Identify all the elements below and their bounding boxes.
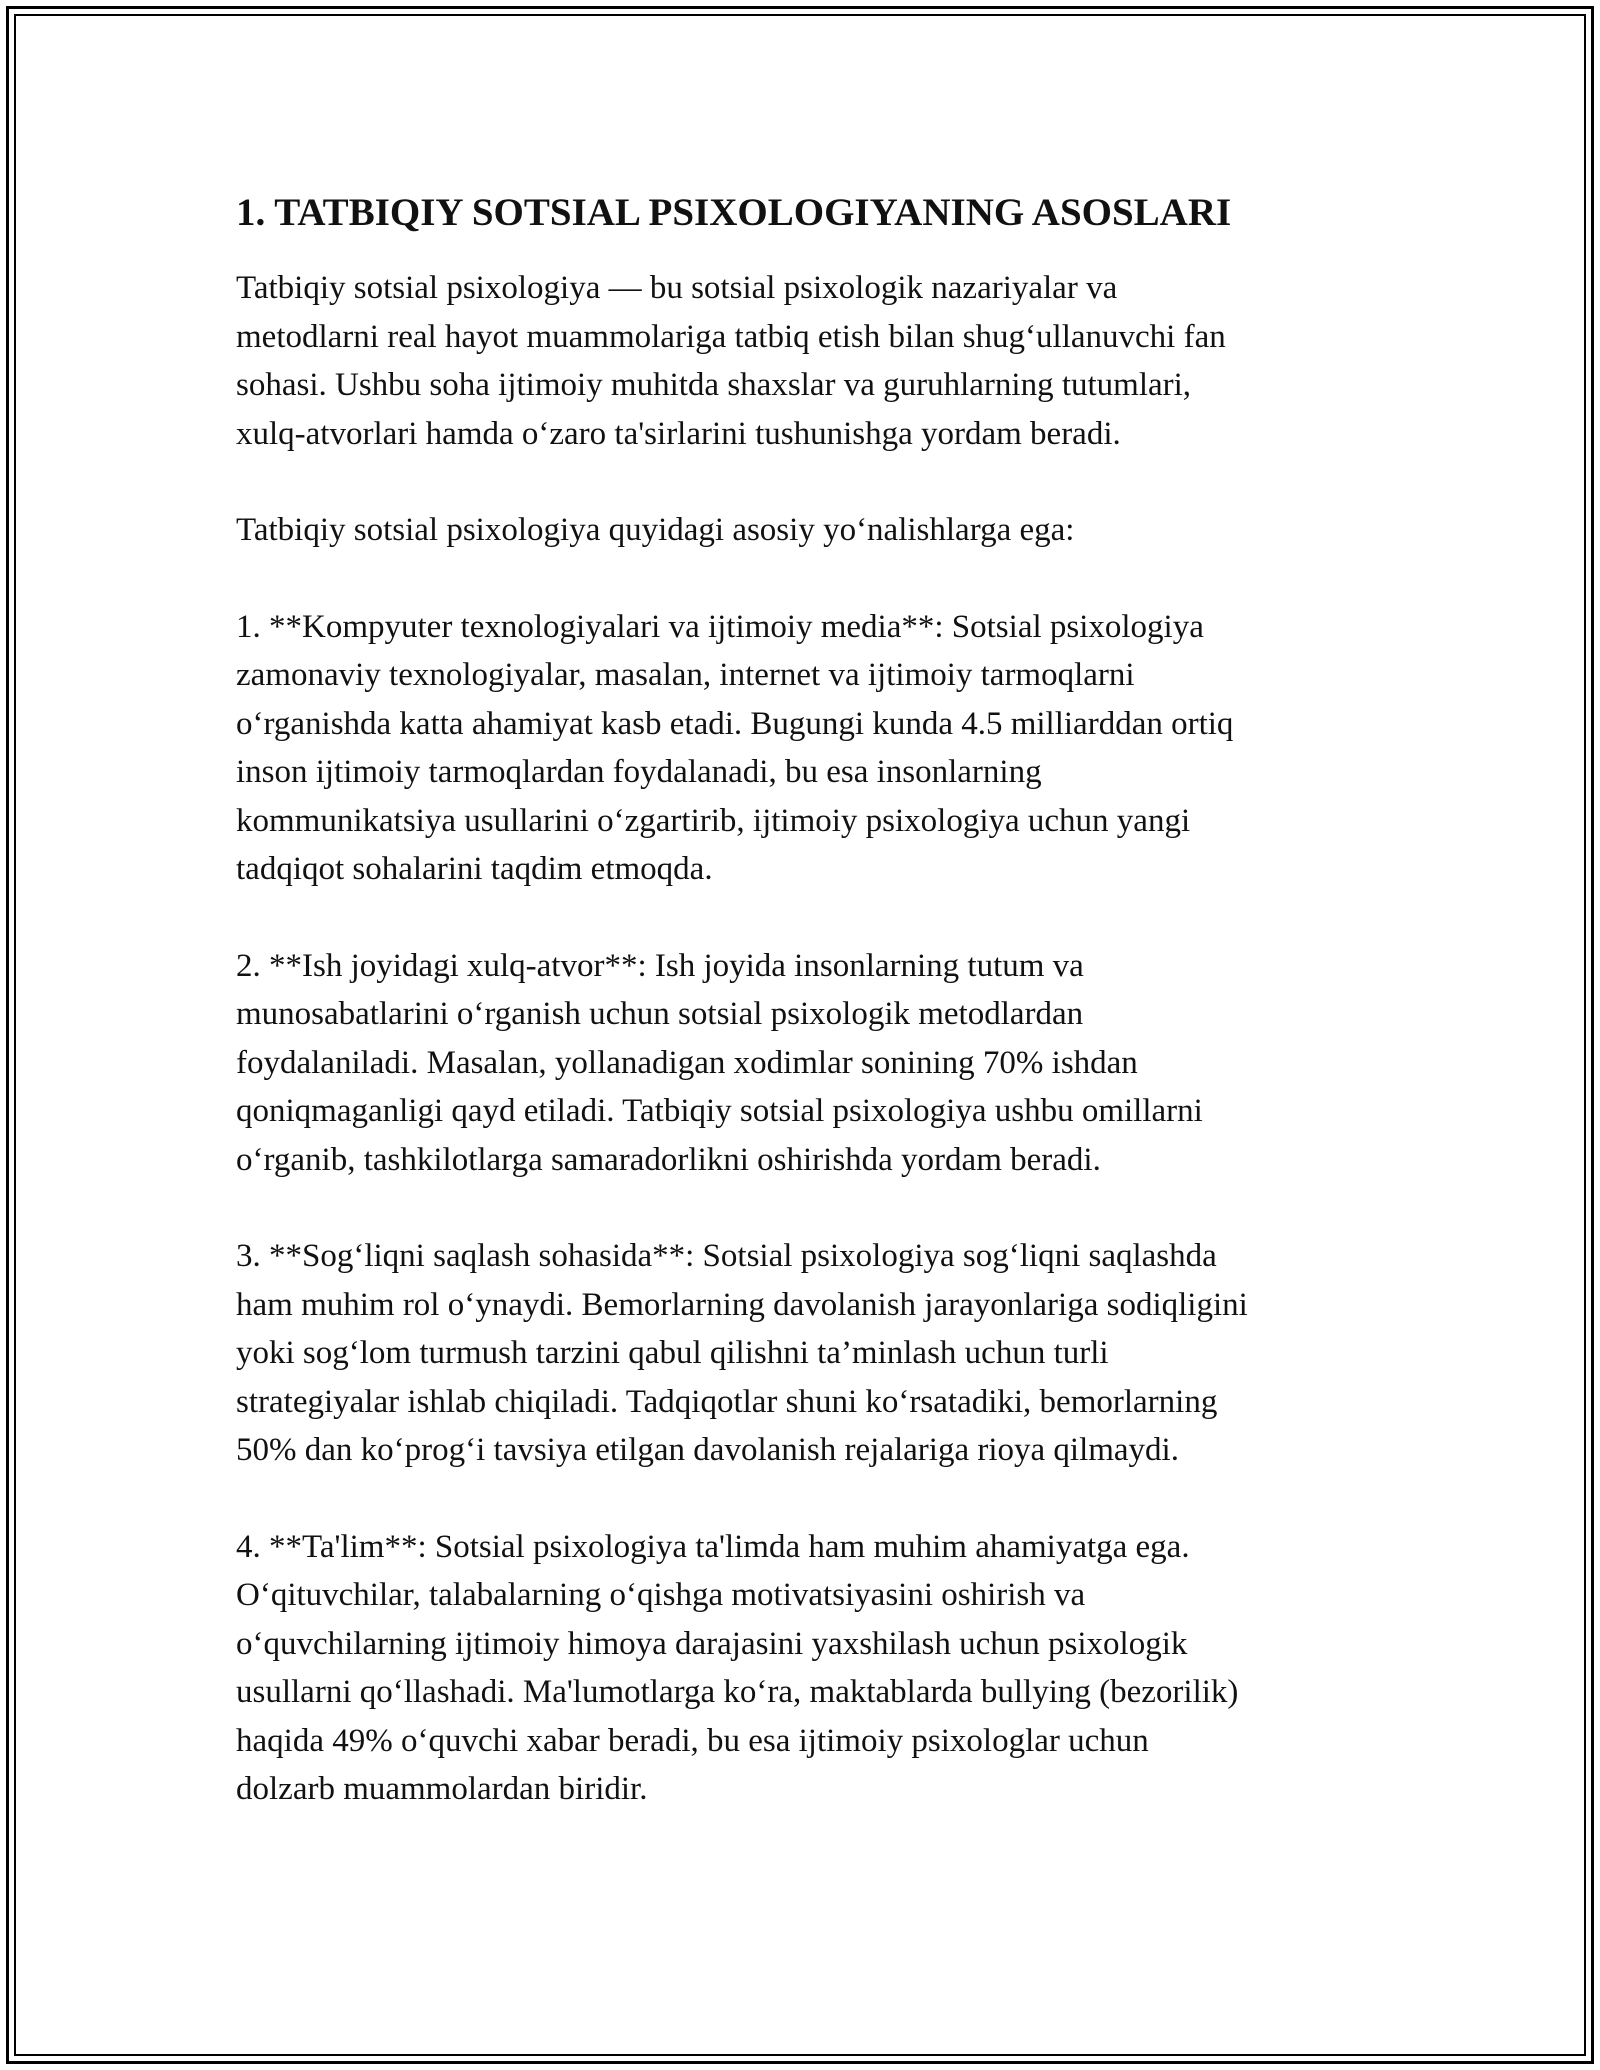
paragraph-line: inson ijtimoiy tarmoqlardan foydalanadi, bu esa insonlarning — [236, 754, 1042, 790]
page-title: 1. TATBIQIY SOTSIAL PSIXOLOGIYANING ASOSLARI — [236, 191, 1232, 234]
paragraph-line: 4. **Ta'lim**: Sotsial psixologiya ta'limda ham muhim ahamiyatga ega. — [236, 1528, 1190, 1565]
paragraph — [236, 264, 1386, 458]
paragraph-line: 1. **Kompyuter texnologiyalari va ijtimoiy media**: Sotsial psixologiya — [236, 608, 1204, 645]
paragraph-line: 2. **Ish joyidagi xulq-atvor**: Ish joyida insonlarning tutum va — [236, 947, 1084, 984]
paragraph — [236, 1232, 1386, 1475]
paragraph-line: o‘rganib, tashkilotlarga samaradorlikni oshirishda yordam beradi. — [236, 1141, 1101, 1178]
paragraph-line: yoki sog‘lom turmush tarzini qabul qilishni ta’minlash uchun turli — [236, 1335, 1109, 1371]
paragraph-line: kommunikatsiya usullarini o‘zgartirib, ijtimoiy psixologiya uchun yangi — [236, 802, 1191, 839]
paragraph-line: foydalaniladi. Masalan, yollanadigan xodimlar sonining 70% ishdan — [236, 1044, 1138, 1081]
paragraph-line: ham muhim rol o‘ynaydi. Bemorlarning davolanish jarayonlariga sodiqligini — [236, 1286, 1248, 1323]
paragraph-line: qoniqmaganligi qayd etiladi. Tatbiqiy sotsial psixologiya ushbu omillarni — [236, 1093, 1203, 1129]
paragraph-line: O‘qituvchilar, talabalarning o‘qishga motivatsiyasini oshirish va — [236, 1577, 1086, 1613]
document-body — [236, 184, 1386, 1862]
paragraph-line: Tatbiqiy sotsial psixologiya — bu sotsial psixologik nazariyalar va — [236, 270, 1118, 306]
paragraph-line: xulq-atvorlari hamda o‘zaro ta'sirlarini tushunishga yordam beradi. — [236, 415, 1121, 452]
paragraph-line: 3. **Sog‘liqni saqlash sohasida**: Sotsial psixologiya sog‘liqni saqlashda — [236, 1238, 1217, 1274]
paragraph-line: zamonaviy texnologiyalar, masalan, internet va ijtimoiy tarmoqlarni — [236, 657, 1135, 693]
paragraph-line: strategiyalar ishlab chiqiladi. Tadqiqotlar shuni ko‘rsatadiki, bemorlarning — [236, 1383, 1218, 1420]
paragraph-line: o‘rganishda katta ahamiyat kasb etadi. Bugungi kunda 4.5 milliarddan ortiq — [236, 705, 1234, 742]
paragraph-line: haqida 49% o‘quvchi xabar beradi, bu esa ijtimoiy psixologlar uchun — [236, 1722, 1149, 1759]
paragraph-line: o‘quvchilarning ijtimoiy himoya darajasini yaxshilash uchun psixologik — [236, 1625, 1188, 1662]
paragraph — [236, 942, 1386, 1185]
paragraph — [236, 506, 1386, 555]
paragraph-list — [236, 264, 1386, 1814]
paragraph-line: usullarni qo‘llashadi. Ma'lumotlarga ko‘ra, maktablarda bullying (bezorilik) — [236, 1674, 1239, 1710]
paragraph-line: 50% dan ko‘prog‘i tavsiya etilgan davolanish rejalariga rioya qilmaydi. — [236, 1432, 1179, 1468]
paragraph — [236, 603, 1386, 894]
paragraph-line: sohasi. Ushbu soha ijtimoiy muhitda shaxslar va guruhlarning tutumlari, — [236, 367, 1192, 403]
paragraph-line: munosabatlarini o‘rganish uchun sotsial psixologik metodlardan — [236, 996, 1084, 1032]
paragraph — [236, 1523, 1386, 1814]
paragraph-line: metodlarni real hayot muammolariga tatbiq etish bilan shug‘ullanuvchi fan — [236, 318, 1226, 355]
paragraph-line: tadqiqot sohalarini taqdim etmoqda. — [236, 851, 713, 887]
paragraph-line: Tatbiqiy sotsial psixologiya quyidagi asosiy yo‘nalishlarga ega: — [236, 512, 1075, 548]
paragraph-line: dolzarb muammolardan biridir. — [236, 1771, 648, 1807]
